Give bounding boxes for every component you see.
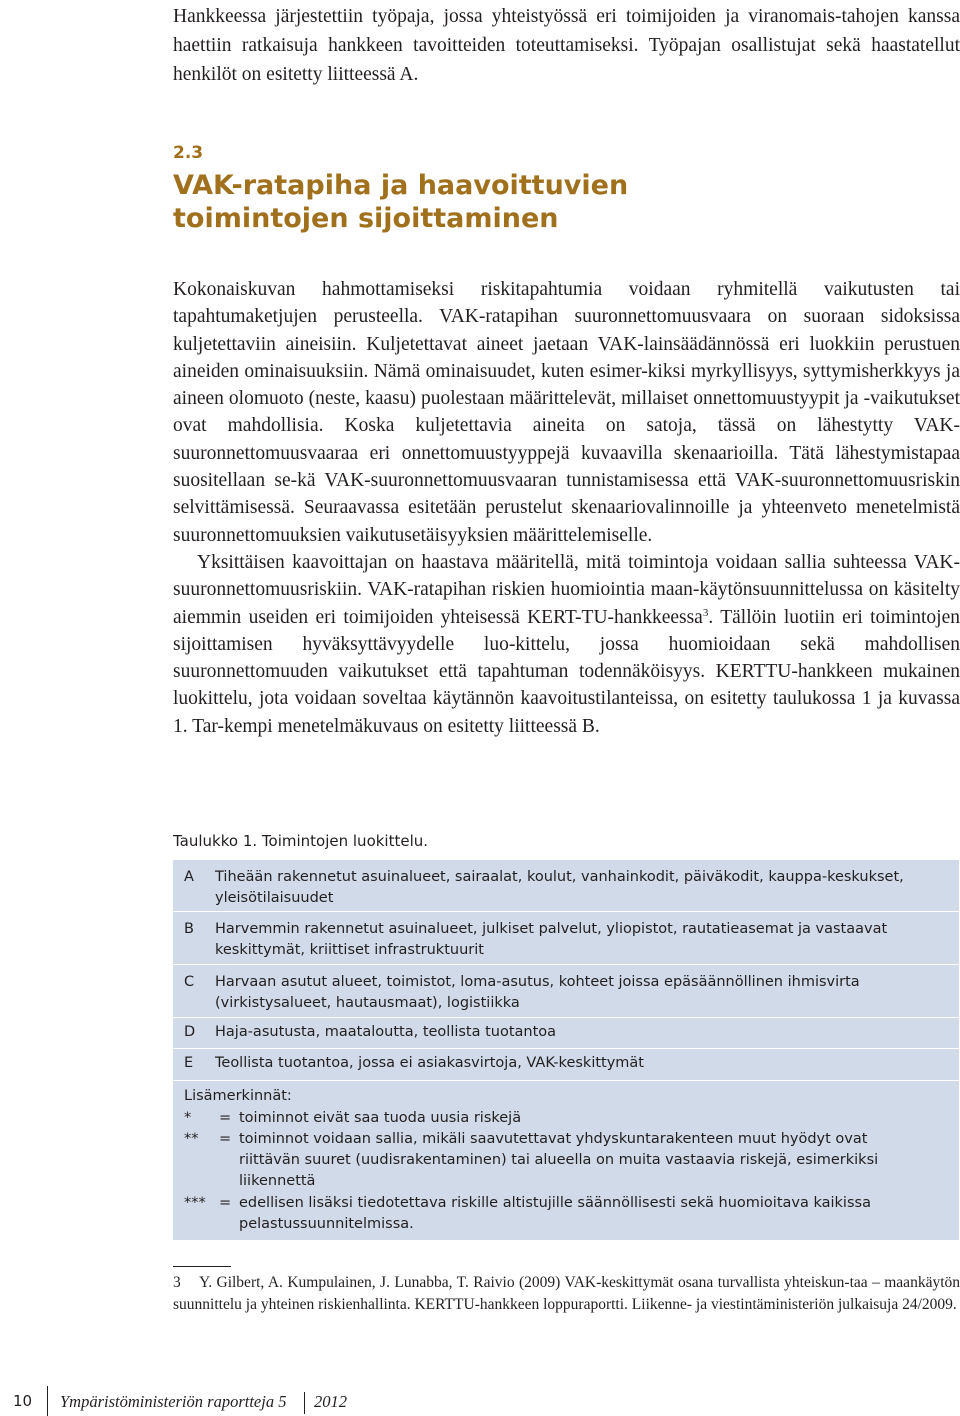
row-code: A [184, 869, 194, 885]
table-notes [173, 1081, 959, 1240]
table-row-c [173, 965, 959, 1017]
row-description: Haja-asutusta, maataloutta, teollista tuotantoa [215, 1024, 557, 1040]
intro-paragraph: Hankkeessa järjestettiin työpaja, jossa yhteistyössä eri toimijoiden ja viranomais-tahojen kanssa haettiin ratkaisuja hankkeen tavoitteiden toteuttamiseksi. Työpajan osallistujat sekä haastatellut henkilöt on esitetty liitteessä A. [173, 6, 960, 85]
notes-title: Lisämerkinnät: [184, 1088, 292, 1104]
paragraph-2-text-a: Yksittäisen kaavoittajan on haastava määritellä, mitä toimintoja voidaan sallia suhteessa VAK-suuronnettomuusriskiin. VAK-ratapihan riskien huomiointia maan-käytönsuunnittelussa on käsitelty aiemmin useiden eri toimijoiden yhteisessä KERT-TU-hankkeessa [173, 551, 960, 628]
row-description: Harvaan asutut alueet, toimistot, loma-asutus, kohteet joissa epäsäännöllinen ihmisvirta (virkistysalueet, hautausmaat), logistiikka [215, 974, 860, 1011]
paragraph-1: Kokonaiskuvan hahmottamiseksi riskitapahtumia voidaan ryhmitellä vaikutusten tai tapahtumaketjujen perusteella. VAK-ratapihan suuronnettomuusvaara on suoraan sidoksissa kuljetettaviin aineisiin. Kuljetettavat aineet jaetaan VAK-lainsäädännössä eri luokkiin perustuen aineiden ominaisuuksiin. Nämä ominaisuudet, kuten esimer-kiksi myrkyllisyys, syttymisherkkyys ja aineen olomuoto (neste, kaasu) puolestaan määrittelevät, millaiset onnettomuustyypit ja -vaikutukset ovat mahdollisia. Koska kuljetettavia aineita on satoja, tässä on lähestytty VAK-suuronnettomuusvaaraa eri onnettomuustyyppejä kuvaavilla skenaarioilla. Tätä lähestymistapaa suositellaan se-kä VAK-suuronnettomuusvaaran tunnistamisessa että VAK-suuronnettomuusriskin selvittämisessä. Seuraavassa esitetään perustelut skenaariovalinnoille ja yhteenveto menetelmistä suuronnettomuuksien vaikutusetäisyyksien määrittelemiselle. [173, 279, 960, 546]
page-number: 10 [13, 1392, 33, 1410]
note-text: edellisen lisäksi tiedotettava riskille altistujille säännöllisesti sekä huomioitava kaikissa pelastussuunnitelmissa. [239, 1195, 871, 1232]
table-row-b [173, 912, 959, 964]
footnote-rule [173, 1266, 231, 1267]
footnote-text: Y. Gilbert, A. Kumpulainen, J. Lunabba, T. Raivio (2009) VAK-keskittymät osana turvallista yhteiskun-taa – maankäytön suunnittelu ja yhteinen riskienhallinta. KERTTU-hankkeen loppuraportti. Liikenne- ja viestintäministeriön julkaisuja 24/2009. [173, 1274, 960, 1313]
table-row-d [173, 1018, 959, 1048]
row-description: Harvemmin rakennetut asuinalueet, julkiset palvelut, yliopistot, rautatieasemat ja vastaavat keskittymät, kriittiset infrastruktuurit [215, 921, 888, 958]
row-description: Teollista tuotantoa, jossa ei asiakasvirtoja, VAK-keskittymät [215, 1055, 644, 1071]
body-text [173, 276, 960, 740]
footnote-reference: 3 [702, 606, 709, 619]
row-code: E [184, 1055, 194, 1071]
section-title [173, 169, 873, 235]
note-symbol: *** [184, 1195, 206, 1211]
table-row-e [173, 1049, 959, 1080]
classification-table [173, 860, 959, 1240]
section-title-line-2: toimintojen sijoittaminen [173, 203, 559, 234]
series-name: Ympäristöministeriön raportteja 5 [60, 1392, 287, 1411]
table-caption: Taulukko 1. Toimintojen luokittelu. [173, 832, 429, 850]
note-equals: = [219, 1110, 232, 1126]
row-code: C [184, 974, 195, 990]
footnote-number: 3 [173, 1274, 181, 1291]
note-symbol: ** [184, 1131, 199, 1147]
note-text: toiminnot voidaan sallia, mikäli saavutettavat yhdyskuntarakenteen muut hyödyt ovat riittävän suuret (uudisrakentaminen) tai alueella on muita vastaavia riskejä, esimerkiksi liikennettä [239, 1131, 879, 1189]
row-description: Tiheään rakennetut asuinalueet, sairaalat, koulut, vanhainkodit, päiväkodit, kauppa-keskukset, yleisötilaisuudet [215, 869, 904, 906]
table-row-a [173, 860, 959, 911]
paragraph-2 [173, 549, 960, 740]
row-code: B [184, 921, 194, 937]
note-equals: = [219, 1195, 232, 1211]
page-footer [0, 1386, 960, 1416]
publication-year: 2012 [314, 1392, 347, 1411]
footer-divider [47, 1386, 48, 1416]
paragraph-2-text-b: . Tällöin luotiin eri toimintojen sijoittamisen hyväksyttävyydelle luo-kittelu, jossa huomioidaan sekä mahdollisen suuronnettomuuden vaikutukset että tapahtuman todennäköisyys. KERTTU-hankkeen mukainen luokittelu, jota voidaan soveltaa käytännön kaavoitustilanteissa, on esitetty taulukossa 1 ja kuvassa 1. Tar-kempi menetelmäkuvaus on esitetty liitteessä B. [173, 606, 960, 737]
section-number: 2.3 [173, 143, 204, 163]
row-code: D [184, 1024, 196, 1040]
note-symbol: * [184, 1110, 192, 1126]
footer-divider [304, 1392, 305, 1414]
note-text: toiminnot eivät saa tuoda uusia riskejä [239, 1110, 522, 1126]
note-equals: = [219, 1131, 232, 1147]
section-title-line-1: VAK-ratapiha ja haavoittuvien [173, 170, 629, 201]
footnote [173, 1272, 960, 1316]
